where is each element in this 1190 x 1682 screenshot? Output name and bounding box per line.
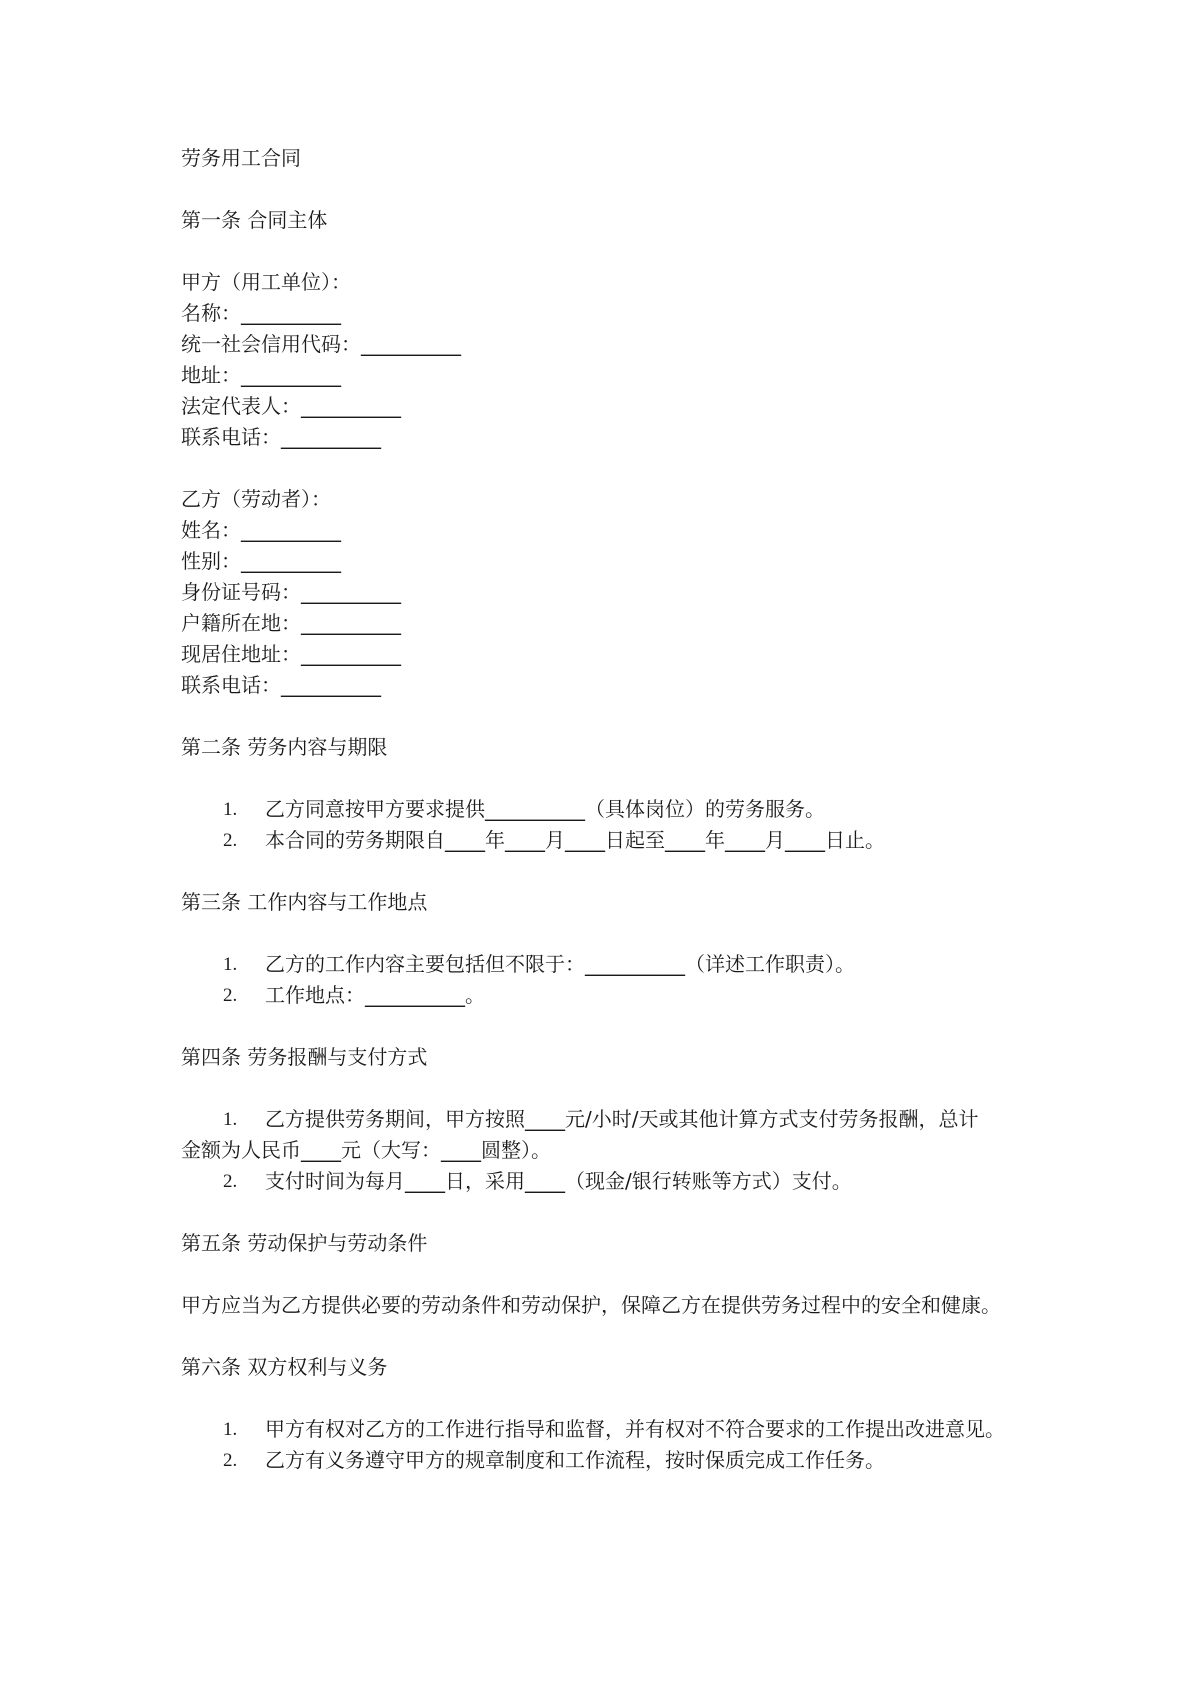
party-b-phone-field: 联系电话：__________ — [181, 673, 381, 697]
list-number: 1. — [223, 954, 238, 975]
article-5-paragraph: 甲方应当为乙方提供必要的劳动条件和劳动保护，保障乙方在提供劳务过程中的安全和健康。 — [181, 1293, 1001, 1317]
list-item-continuation: 金额为人民币____元（大写：____圆整）。 — [181, 1138, 551, 1162]
spacer — [181, 1259, 1061, 1290]
spacer — [181, 763, 1061, 794]
spacer — [181, 453, 1061, 484]
spacer — [181, 856, 1061, 887]
party-a-header: 甲方（用工单位）： — [181, 270, 351, 294]
list-number: 1. — [223, 1419, 238, 1440]
article-5-heading: 第五条 劳动保护与劳动条件 — [181, 1231, 428, 1255]
article-2-list — [181, 794, 1061, 856]
list-item-text: 乙方的工作内容主要包括但不限于：__________（详述工作职责）。 — [265, 952, 855, 976]
party-a-legal-rep-field: 法定代表人：__________ — [181, 394, 401, 418]
party-b-residence-field: 现居住地址：__________ — [181, 642, 401, 666]
article-6-heading: 第六条 双方权利与义务 — [181, 1355, 388, 1379]
list-item — [181, 1104, 1061, 1166]
list-item-text: 工作地点：__________。 — [265, 983, 485, 1007]
party-b-header: 乙方（劳动者）： — [181, 487, 331, 511]
document-body — [181, 143, 1061, 1476]
party-a-name-field: 名称：__________ — [181, 301, 341, 325]
document-title: 劳务用工合同 — [181, 146, 301, 170]
list-number: 2. — [223, 830, 238, 851]
party-a-address-field: 地址：__________ — [181, 363, 341, 387]
list-number: 1. — [223, 799, 238, 820]
party-b-gender-field: 性别：__________ — [181, 549, 341, 573]
party-b-id-field: 身份证号码：__________ — [181, 580, 401, 604]
list-item-text: 甲方有权对乙方的工作进行指导和监督，并有权对不符合要求的工作提出改进意见。 — [265, 1417, 1005, 1441]
list-item — [181, 794, 1061, 825]
spacer — [181, 1011, 1061, 1042]
article-2-heading: 第二条 劳务内容与期限 — [181, 735, 388, 759]
party-a-phone-field: 联系电话：__________ — [181, 425, 381, 449]
article-4-list — [181, 1166, 1061, 1197]
list-number: 2. — [223, 985, 238, 1006]
article-6-list — [181, 1414, 1061, 1476]
list-item-text: 乙方同意按甲方要求提供__________（具体岗位）的劳务服务。 — [265, 797, 825, 821]
spacer — [181, 174, 1061, 205]
list-item-text: 乙方有义务遵守甲方的规章制度和工作流程，按时保质完成工作任务。 — [265, 1448, 885, 1472]
article-1-heading: 第一条 合同主体 — [181, 208, 328, 232]
spacer — [181, 236, 1061, 267]
list-item-text: 本合同的劳务期限自____年____月____日起至____年____月____日止。 — [265, 828, 885, 852]
list-item — [181, 1414, 1061, 1445]
list-item — [181, 980, 1061, 1011]
list-number: 1. — [223, 1109, 238, 1130]
article-3-heading: 第三条 工作内容与工作地点 — [181, 890, 428, 914]
list-item-text: 支付时间为每月____日，采用____（现金/银行转账等方式）支付。 — [265, 1169, 852, 1193]
list-item — [181, 949, 1061, 980]
list-number: 2. — [223, 1450, 238, 1471]
party-a-credit-code-field: 统一社会信用代码：__________ — [181, 332, 461, 356]
spacer — [181, 1073, 1061, 1104]
article-3-list — [181, 949, 1061, 1011]
article-4-heading: 第四条 劳务报酬与支付方式 — [181, 1045, 428, 1069]
spacer — [181, 1321, 1061, 1352]
spacer — [181, 1383, 1061, 1414]
list-item — [181, 1166, 1061, 1197]
spacer — [181, 701, 1061, 732]
list-item-line — [181, 1104, 1061, 1135]
party-b-hukou-field: 户籍所在地：__________ — [181, 611, 401, 635]
list-number: 2. — [223, 1171, 238, 1192]
spacer — [181, 918, 1061, 949]
list-item-text: 乙方提供劳务期间，甲方按照____元/小时/天或其他计算方式支付劳务报酬，总计 — [265, 1107, 979, 1131]
list-item — [181, 1445, 1061, 1476]
list-item — [181, 825, 1061, 856]
party-b-name-field: 姓名：__________ — [181, 518, 341, 542]
spacer — [181, 1197, 1061, 1228]
